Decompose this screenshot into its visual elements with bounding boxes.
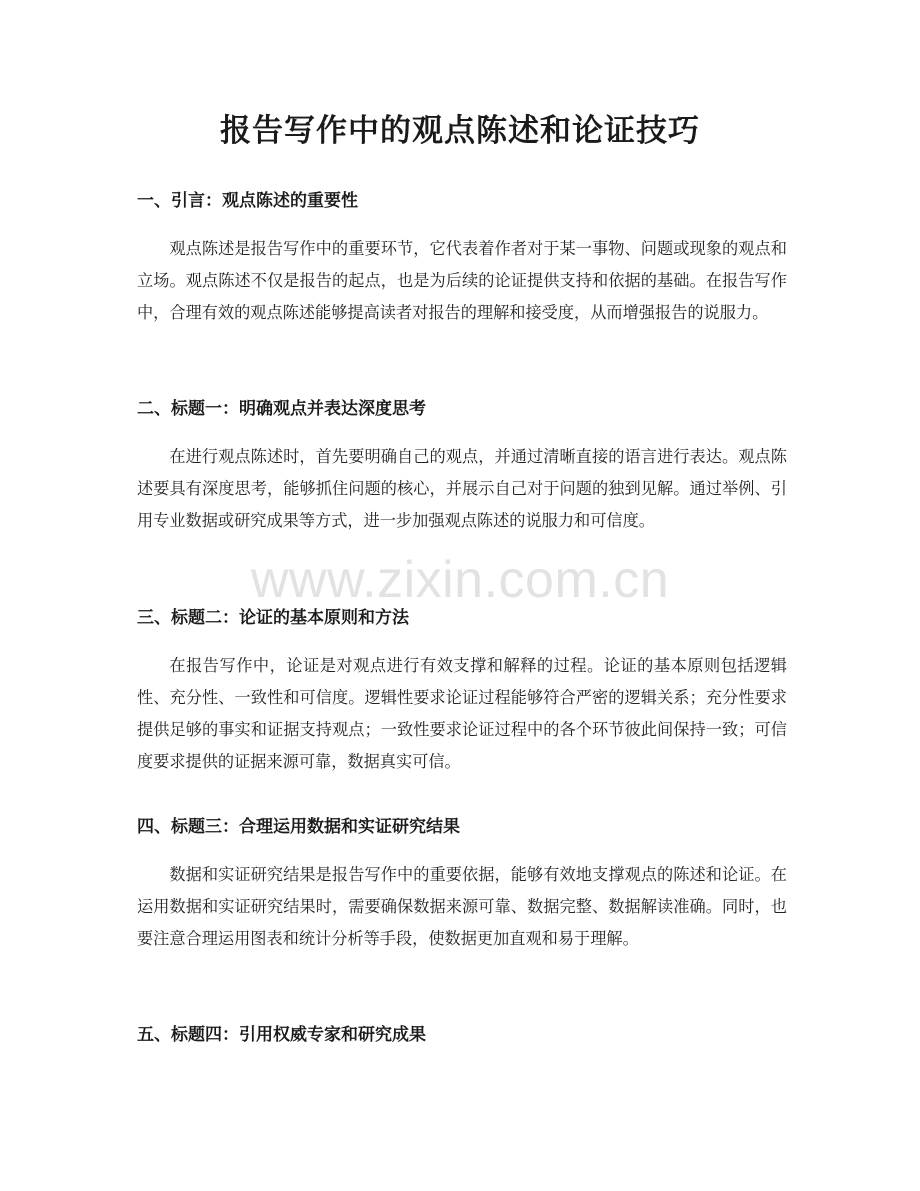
section-heading-1: 二、标题一：明确观点并表达深度思考 (137, 399, 426, 419)
section-heading-2: 三、标题二：论证的基本原则和方法 (137, 608, 409, 628)
page-title: 报告写作中的观点陈述和论证技巧 (220, 113, 700, 149)
section-paragraph-3: 数据和实证研究结果是报告写作中的重要依据，能够有效地支撑观点的陈述和论证。在运用数据和实证研究结果时，需要确保数据来源可靠、数据完整、数据解读准确。同时，也要注意合理运用图表和统计分析等手段，使数据更加直观和易于理解。 (137, 865, 787, 948)
section-paragraph-1: 在进行观点陈述时，首先要明确自己的观点，并通过清晰直接的语言进行表达。观点陈述要具有深度思考，能够抓住问题的核心，并展示自己对于问题的独到见解。通过举例、引用专业数据或研究成果等方式，进一步加强观点陈述的说服力和可信度。 (137, 447, 787, 530)
section-heading-4: 五、标题四：引用权威专家和研究成果 (137, 1025, 426, 1045)
section-paragraph-2: 在报告写作中，论证是对观点进行有效支撑和解释的过程。论证的基本原则包括逻辑性、充分性、一致性和可信度。逻辑性要求论证过程能够符合严密的逻辑关系；充分性要求提供足够的事实和证据支持观点；一致性要求论证过程中的各个环节彼此间保持一致；可信度要求提供的证据来源可靠，数据真实可信。 (137, 656, 787, 771)
watermark: www.zixin.com.cn (250, 551, 670, 609)
section-heading-intro: 一、引言：观点陈述的重要性 (137, 191, 358, 211)
section-paragraph-intro: 观点陈述是报告写作中的重要环节，它代表着作者对于某一事物、问题或现象的观点和立场。观点陈述不仅是报告的起点，也是为后续的论证提供支持和依据的基础。在报告写作中，合理有效的观点陈述能够提高读者对报告的理解和接受度，从而增强报告的说服力。 (137, 239, 787, 322)
section-heading-3: 四、标题三：合理运用数据和实证研究结果 (137, 817, 460, 837)
